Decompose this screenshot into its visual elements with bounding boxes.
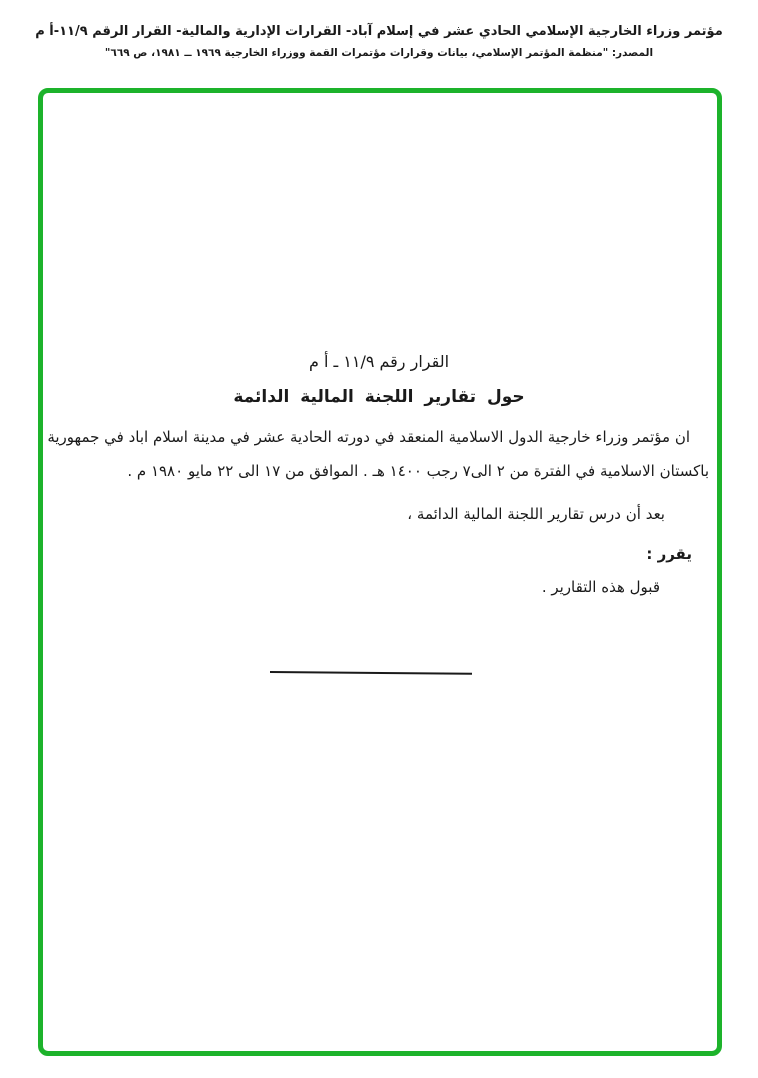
decides-label: يقرر : [646,545,692,563]
header-source-line: المصدر: "منظمة المؤتمر الإسلامي، بيانات وقرارات مؤتمرات القمة ووزراء الخارجية ١٩٦٩ ــ ١٩٨١، ص ٦٦٩" [104,47,654,59]
preamble-line-1: ان مؤتمر وزراء خارجية الدول الاسلامية المنعقد في دورته الحادية عشر في مدينة اسلام اباد في جمهورية [47,428,690,446]
header-citation-line: مؤتمر وزراء الخارجية الإسلامي الحادي عشر في إسلام آباد- القرارات الإدارية والمالية- القرار الرقم ١١/٩-أ م [35,24,723,39]
resolution-number-heading: القرار رقم ١١/٩ ـ أ م [308,352,450,371]
resolution-title-heading: حول تقارير اللجنة المالية الدائمة [233,387,525,407]
decision-clause: قبول هذه التقارير . [541,578,660,596]
consideration-clause: بعد أن درس تقارير اللجنة المالية الدائمة ، [407,505,665,523]
preamble-line-2: باكستان الاسلامية في الفترة من ٢ الى٧ رجب ١٤٠٠ هـ . الموافق من ١٧ الى ٢٢ مايو ١٩٨٠ م . [127,462,709,480]
green-page-frame [38,88,722,1056]
